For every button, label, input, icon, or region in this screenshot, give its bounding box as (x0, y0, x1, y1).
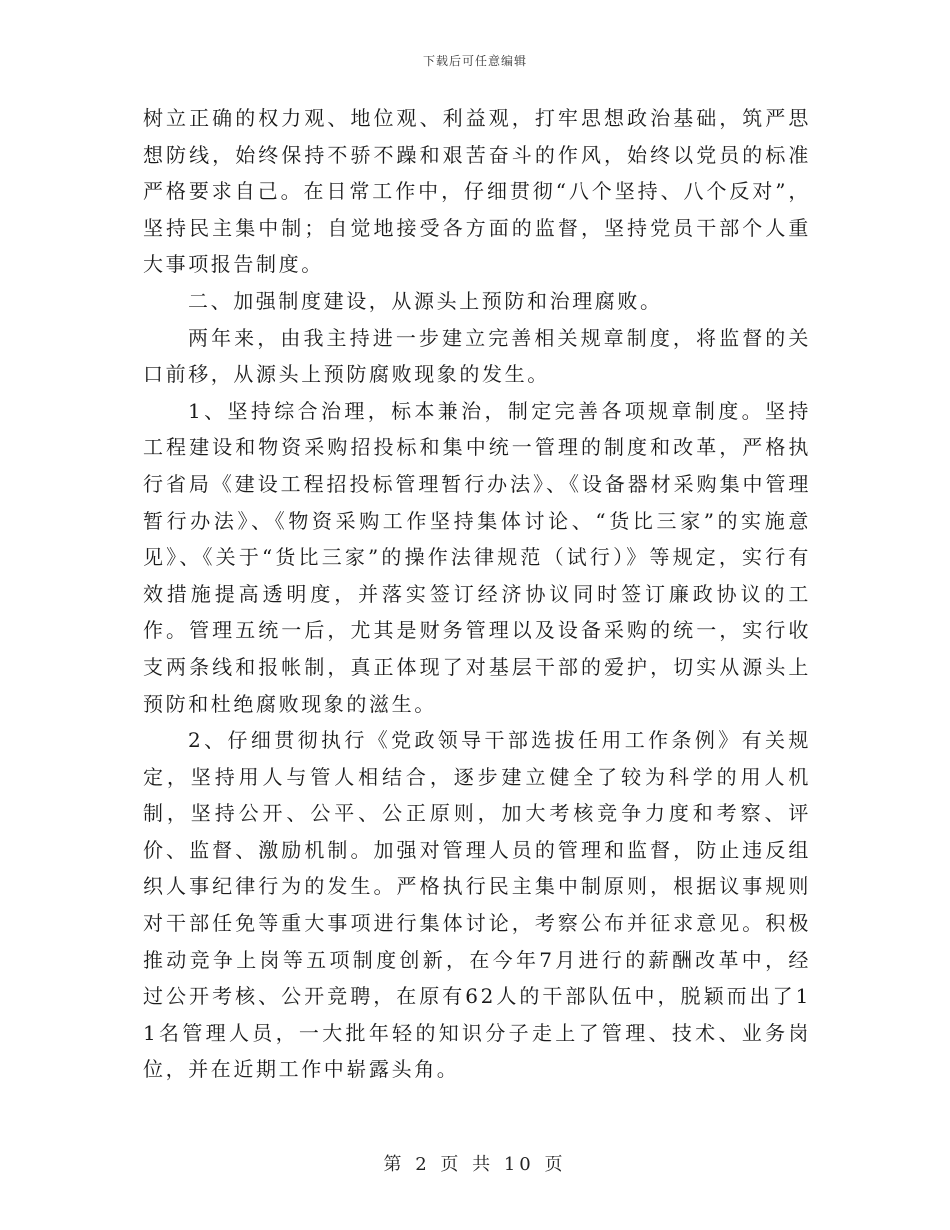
paragraph-item-1: 1、坚持综合治理，标本兼治，制定完善各项规章制度。坚持工程建设和物资采购招投标和集中统一管理的制度和改革，严格执行省局《建设工程招投标管理暂行办法》、《设备器材采购集中管理暂行办法》、《物资采购工作坚持集体讨论、“货比三家”的实施意见》、《关于“货比三家”的操作法律规范（试行）》等规定，实行有效措施提高透明度，并落实签订经济协议同时签订廉政协议的工作。管理五统一后，尤其是财务管理以及设备采购的统一，实行收支两条线和报帐制，真正体现了对基层干部的爱护，切实从源头上预防和杜绝腐败现象的滋生。 (143, 398, 811, 716)
paragraph-continuation: 树立正确的权力观、地位观、利益观，打牢思想政治基础，筑严思想防线，始终保持不骄不躁和艰苦奋斗的作风，始终以党员的标准严格要求自己。在日常工作中，仔细贯彻“八个坚持、八个反对”，坚持民主集中制；自觉地接受各方面的监督，坚持党员干部个人重大事项报告制度。 (143, 106, 811, 277)
page-header: 下载后可任意编辑 (422, 54, 527, 68)
section-heading: 二、加强制度建设，从源头上预防和治理腐败。 (188, 288, 663, 313)
paragraph-intro: 两年来，由我主持进一步建立完善相关规章制度，将监督的关口前移，从源头上预防腐败现象的发生。 (143, 325, 811, 387)
document-body (143, 100, 811, 1088)
paragraph-item-2: 2、仔细贯彻执行《党政领导干部选拔任用工作条例》有关规定，坚持用人与管人相结合，逐步建立健全了较为科学的用人机制，坚持公开、公平、公正原则，加大考核竞争力度和考察、评价、监督、激励机制。加强对管理人员的管理和监督，防止违反组织人事纪律行为的发生。严格执行民主集中制原则，根据议事规则对干部任免等重大事项进行集体讨论，考察公布并征求意见。积极推动竞争上岗等五项制度创新，在今年7月进行的薪酬改革中，经过公开考核、公开竞聘，在原有62人的干部队伍中，脱颖而出了11名管理人员，一大批年轻的知识分子走上了管理、技术、业务岗位，并在近期工作中崭露头角。 (143, 728, 811, 1082)
page-number-footer: 第 2 页 共 10 页 (383, 1154, 567, 1175)
